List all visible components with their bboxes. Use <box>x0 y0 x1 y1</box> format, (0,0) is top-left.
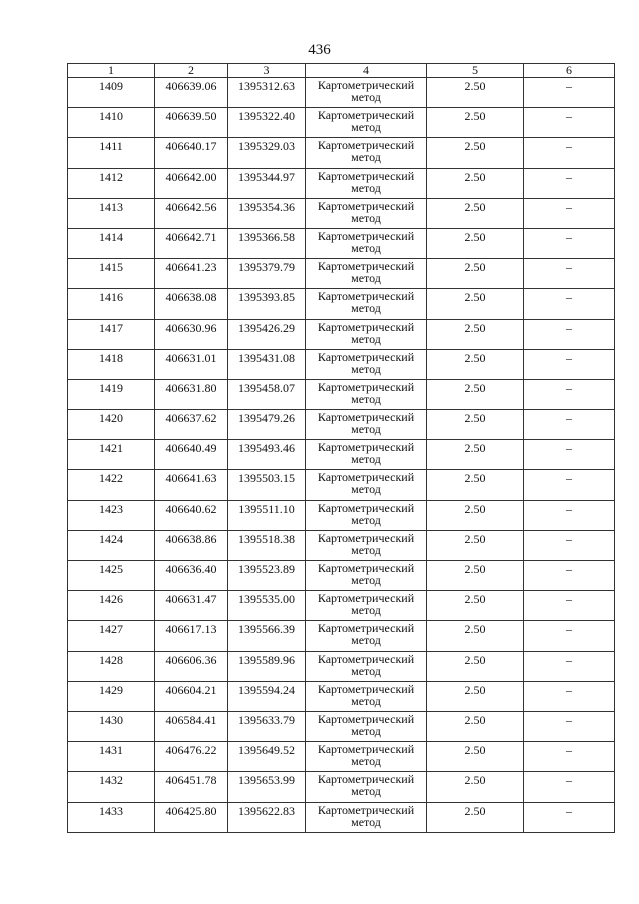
note-cell: – <box>524 259 615 289</box>
point-number-cell: 1425 <box>68 561 155 591</box>
method-line-2: метод <box>351 331 381 346</box>
method-line-2: метод <box>351 391 381 406</box>
header-row <box>68 64 615 78</box>
method-line-1: Картометрический <box>317 289 415 304</box>
accuracy-cell: 2.50 <box>427 530 524 560</box>
method-cell <box>306 138 427 168</box>
column-header-4: 4 <box>306 64 427 78</box>
method-line-2: метод <box>351 422 381 437</box>
note-cell: – <box>524 772 615 802</box>
method-cell <box>306 319 427 349</box>
table-row <box>68 591 615 621</box>
method-cell <box>306 802 427 832</box>
x-coordinate-cell: 406642.71 <box>155 228 228 258</box>
point-number-cell: 1415 <box>68 259 155 289</box>
method-line-1: Картометрический <box>317 410 415 425</box>
method-line-1: Картометрический <box>317 530 415 545</box>
accuracy-cell: 2.50 <box>427 500 524 530</box>
accuracy-cell: 2.50 <box>427 742 524 772</box>
point-number-cell: 1430 <box>68 711 155 741</box>
note-cell: – <box>524 561 615 591</box>
method-line-2: метод <box>351 754 381 769</box>
method-cell <box>306 228 427 258</box>
accuracy-cell: 2.50 <box>427 440 524 470</box>
method-line-1: Картометрический <box>317 711 415 726</box>
table-row <box>68 228 615 258</box>
x-coordinate-cell: 406636.40 <box>155 561 228 591</box>
point-number-cell: 1420 <box>68 410 155 440</box>
method-line-1: Картометрический <box>317 802 415 817</box>
x-coordinate-cell: 406606.36 <box>155 651 228 681</box>
point-number-cell: 1428 <box>68 651 155 681</box>
table-row <box>68 198 615 228</box>
point-number-cell: 1427 <box>68 621 155 651</box>
point-number-cell: 1421 <box>68 440 155 470</box>
method-cell <box>306 379 427 409</box>
method-line-2: метод <box>351 603 381 618</box>
point-number-cell: 1429 <box>68 681 155 711</box>
method-line-1: Картометрический <box>317 228 415 243</box>
table-row <box>68 108 615 138</box>
accuracy-cell: 2.50 <box>427 349 524 379</box>
method-cell <box>306 470 427 500</box>
method-line-2: метод <box>351 633 381 648</box>
x-coordinate-cell: 406642.00 <box>155 168 228 198</box>
method-cell <box>306 500 427 530</box>
y-coordinate-cell: 1395431.08 <box>228 349 306 379</box>
accuracy-cell: 2.50 <box>427 772 524 802</box>
point-number-cell: 1419 <box>68 379 155 409</box>
note-cell: – <box>524 138 615 168</box>
note-cell: – <box>524 500 615 530</box>
y-coordinate-cell: 1395479.26 <box>228 410 306 440</box>
point-number-cell: 1417 <box>68 319 155 349</box>
method-cell <box>306 289 427 319</box>
method-cell <box>306 410 427 440</box>
method-cell <box>306 742 427 772</box>
note-cell: – <box>524 168 615 198</box>
method-line-2: метод <box>351 542 381 557</box>
point-number-cell: 1412 <box>68 168 155 198</box>
table-row <box>68 651 615 681</box>
x-coordinate-cell: 406637.62 <box>155 410 228 440</box>
method-line-1: Картометрический <box>317 198 415 213</box>
table-row <box>68 742 615 772</box>
x-coordinate-cell: 406638.08 <box>155 289 228 319</box>
method-line-2: метод <box>351 693 381 708</box>
note-cell: – <box>524 198 615 228</box>
page-number: 436 <box>308 42 331 58</box>
point-number-cell: 1422 <box>68 470 155 500</box>
point-number-cell: 1424 <box>68 530 155 560</box>
x-coordinate-cell: 406476.22 <box>155 742 228 772</box>
point-number-cell: 1410 <box>68 108 155 138</box>
point-number-cell: 1423 <box>68 500 155 530</box>
table-row <box>68 259 615 289</box>
note-cell: – <box>524 78 615 108</box>
y-coordinate-cell: 1395366.58 <box>228 228 306 258</box>
table-row <box>68 530 615 560</box>
point-number-cell: 1418 <box>68 349 155 379</box>
table-row <box>68 78 615 108</box>
x-coordinate-cell: 406639.06 <box>155 78 228 108</box>
method-line-2: метод <box>351 482 381 497</box>
note-cell: – <box>524 742 615 772</box>
point-number-cell: 1432 <box>68 772 155 802</box>
accuracy-cell: 2.50 <box>427 651 524 681</box>
note-cell: – <box>524 681 615 711</box>
table-row <box>68 681 615 711</box>
method-cell <box>306 681 427 711</box>
method-line-2: метод <box>351 240 381 255</box>
column-header-1: 1 <box>68 64 155 78</box>
accuracy-cell: 2.50 <box>427 470 524 500</box>
table-row <box>68 349 615 379</box>
method-cell <box>306 108 427 138</box>
accuracy-cell: 2.50 <box>427 168 524 198</box>
note-cell: – <box>524 802 615 832</box>
table-row <box>68 289 615 319</box>
x-coordinate-cell: 406451.78 <box>155 772 228 802</box>
accuracy-cell: 2.50 <box>427 289 524 319</box>
accuracy-cell: 2.50 <box>427 561 524 591</box>
y-coordinate-cell: 1395649.52 <box>228 742 306 772</box>
coordinates-table <box>67 63 615 833</box>
accuracy-cell: 2.50 <box>427 681 524 711</box>
accuracy-cell: 2.50 <box>427 198 524 228</box>
y-coordinate-cell: 1395426.29 <box>228 319 306 349</box>
method-cell <box>306 440 427 470</box>
method-line-1: Картометрический <box>317 621 415 636</box>
x-coordinate-cell: 406641.23 <box>155 259 228 289</box>
x-coordinate-cell: 406604.21 <box>155 681 228 711</box>
x-coordinate-cell: 406639.50 <box>155 108 228 138</box>
method-cell <box>306 651 427 681</box>
method-cell <box>306 168 427 198</box>
table-row <box>68 711 615 741</box>
x-coordinate-cell: 406630.96 <box>155 319 228 349</box>
table-row <box>68 561 615 591</box>
accuracy-cell: 2.50 <box>427 379 524 409</box>
y-coordinate-cell: 1395523.89 <box>228 561 306 591</box>
method-line-1: Картометрический <box>317 591 415 606</box>
point-number-cell: 1433 <box>68 802 155 832</box>
accuracy-cell: 2.50 <box>427 621 524 651</box>
y-coordinate-cell: 1395354.36 <box>228 198 306 228</box>
table-body <box>68 78 615 833</box>
table-row <box>68 168 615 198</box>
method-cell <box>306 711 427 741</box>
accuracy-cell: 2.50 <box>427 319 524 349</box>
method-line-1: Картометрический <box>317 319 415 334</box>
note-cell: – <box>524 470 615 500</box>
table-row <box>68 500 615 530</box>
y-coordinate-cell: 1395511.10 <box>228 500 306 530</box>
method-line-1: Картометрический <box>317 772 415 787</box>
y-coordinate-cell: 1395566.39 <box>228 621 306 651</box>
y-coordinate-cell: 1395493.46 <box>228 440 306 470</box>
point-number-cell: 1409 <box>68 78 155 108</box>
column-header-5: 5 <box>427 64 524 78</box>
method-line-1: Картометрический <box>317 349 415 364</box>
method-line-2: метод <box>351 663 381 678</box>
y-coordinate-cell: 1395518.38 <box>228 530 306 560</box>
x-coordinate-cell: 406617.13 <box>155 621 228 651</box>
note-cell: – <box>524 379 615 409</box>
method-cell <box>306 259 427 289</box>
method-line-1: Картометрический <box>317 379 415 394</box>
column-header-3: 3 <box>228 64 306 78</box>
table-row <box>68 138 615 168</box>
method-cell <box>306 78 427 108</box>
point-number-cell: 1413 <box>68 198 155 228</box>
note-cell: – <box>524 651 615 681</box>
method-cell <box>306 621 427 651</box>
x-coordinate-cell: 406631.47 <box>155 591 228 621</box>
note-cell: – <box>524 289 615 319</box>
method-line-2: метод <box>351 210 381 225</box>
table-row <box>68 440 615 470</box>
y-coordinate-cell: 1395344.97 <box>228 168 306 198</box>
method-line-2: метод <box>351 573 381 587</box>
method-line-1: Картометрический <box>317 470 415 485</box>
accuracy-cell: 2.50 <box>427 228 524 258</box>
method-cell <box>306 530 427 560</box>
y-coordinate-cell: 1395379.79 <box>228 259 306 289</box>
method-line-1: Картометрический <box>317 78 415 92</box>
note-cell: – <box>524 108 615 138</box>
y-coordinate-cell: 1395329.03 <box>228 138 306 168</box>
method-line-2: метод <box>351 301 381 316</box>
table-row <box>68 802 615 832</box>
method-line-1: Картометрический <box>317 138 415 153</box>
accuracy-cell: 2.50 <box>427 711 524 741</box>
column-header-6: 6 <box>524 64 615 78</box>
method-line-1: Картометрический <box>317 168 415 183</box>
method-line-2: метод <box>351 784 381 799</box>
method-line-2: метод <box>351 271 381 286</box>
x-coordinate-cell: 406640.49 <box>155 440 228 470</box>
x-coordinate-cell: 406640.17 <box>155 138 228 168</box>
note-cell: – <box>524 711 615 741</box>
table-row <box>68 621 615 651</box>
column-header-2: 2 <box>155 64 228 78</box>
y-coordinate-cell: 1395622.83 <box>228 802 306 832</box>
y-coordinate-cell: 1395535.00 <box>228 591 306 621</box>
y-coordinate-cell: 1395633.79 <box>228 711 306 741</box>
note-cell: – <box>524 440 615 470</box>
accuracy-cell: 2.50 <box>427 108 524 138</box>
table-header <box>68 64 615 78</box>
y-coordinate-cell: 1395594.24 <box>228 681 306 711</box>
y-coordinate-cell: 1395322.40 <box>228 108 306 138</box>
method-line-1: Картометрический <box>317 500 415 515</box>
method-line-1: Картометрический <box>317 742 415 757</box>
point-number-cell: 1414 <box>68 228 155 258</box>
method-line-2: метод <box>351 180 381 195</box>
accuracy-cell: 2.50 <box>427 78 524 108</box>
method-line-1: Картометрический <box>317 440 415 455</box>
accuracy-cell: 2.50 <box>427 138 524 168</box>
y-coordinate-cell: 1395653.99 <box>228 772 306 802</box>
accuracy-cell: 2.50 <box>427 591 524 621</box>
table-row <box>68 410 615 440</box>
table-row <box>68 379 615 409</box>
point-number-cell: 1411 <box>68 138 155 168</box>
note-cell: – <box>524 591 615 621</box>
table-row <box>68 470 615 500</box>
x-coordinate-cell: 406631.01 <box>155 349 228 379</box>
x-coordinate-cell: 406638.86 <box>155 530 228 560</box>
x-coordinate-cell: 406584.41 <box>155 711 228 741</box>
method-line-2: метод <box>351 452 381 467</box>
method-line-1: Картометрический <box>317 259 415 274</box>
method-line-2: метод <box>351 150 381 165</box>
note-cell: – <box>524 349 615 379</box>
accuracy-cell: 2.50 <box>427 802 524 832</box>
y-coordinate-cell: 1395312.63 <box>228 78 306 108</box>
method-cell <box>306 561 427 591</box>
method-line-2: метод <box>351 90 381 104</box>
table-row <box>68 772 615 802</box>
y-coordinate-cell: 1395393.85 <box>228 289 306 319</box>
point-number-cell: 1416 <box>68 289 155 319</box>
accuracy-cell: 2.50 <box>427 410 524 440</box>
x-coordinate-cell: 406640.62 <box>155 500 228 530</box>
note-cell: – <box>524 621 615 651</box>
x-coordinate-cell: 406631.80 <box>155 379 228 409</box>
x-coordinate-cell: 406642.56 <box>155 198 228 228</box>
method-cell <box>306 349 427 379</box>
method-cell <box>306 772 427 802</box>
table-row <box>68 319 615 349</box>
point-number-cell: 1431 <box>68 742 155 772</box>
note-cell: – <box>524 530 615 560</box>
method-line-1: Картометрический <box>317 561 415 575</box>
method-line-2: метод <box>351 814 381 829</box>
method-line-1: Картометрический <box>317 651 415 666</box>
method-cell <box>306 591 427 621</box>
accuracy-cell: 2.50 <box>427 259 524 289</box>
method-line-1: Картометрический <box>317 108 415 123</box>
point-number-cell: 1426 <box>68 591 155 621</box>
note-cell: – <box>524 410 615 440</box>
x-coordinate-cell: 406425.80 <box>155 802 228 832</box>
x-coordinate-cell: 406641.63 <box>155 470 228 500</box>
method-line-2: метод <box>351 361 381 376</box>
note-cell: – <box>524 228 615 258</box>
method-cell <box>306 198 427 228</box>
method-line-1: Картометрический <box>317 681 415 696</box>
y-coordinate-cell: 1395589.96 <box>228 651 306 681</box>
y-coordinate-cell: 1395503.15 <box>228 470 306 500</box>
y-coordinate-cell: 1395458.07 <box>228 379 306 409</box>
note-cell: – <box>524 319 615 349</box>
method-line-2: метод <box>351 120 381 135</box>
method-line-2: метод <box>351 512 381 527</box>
method-line-2: метод <box>351 723 381 738</box>
